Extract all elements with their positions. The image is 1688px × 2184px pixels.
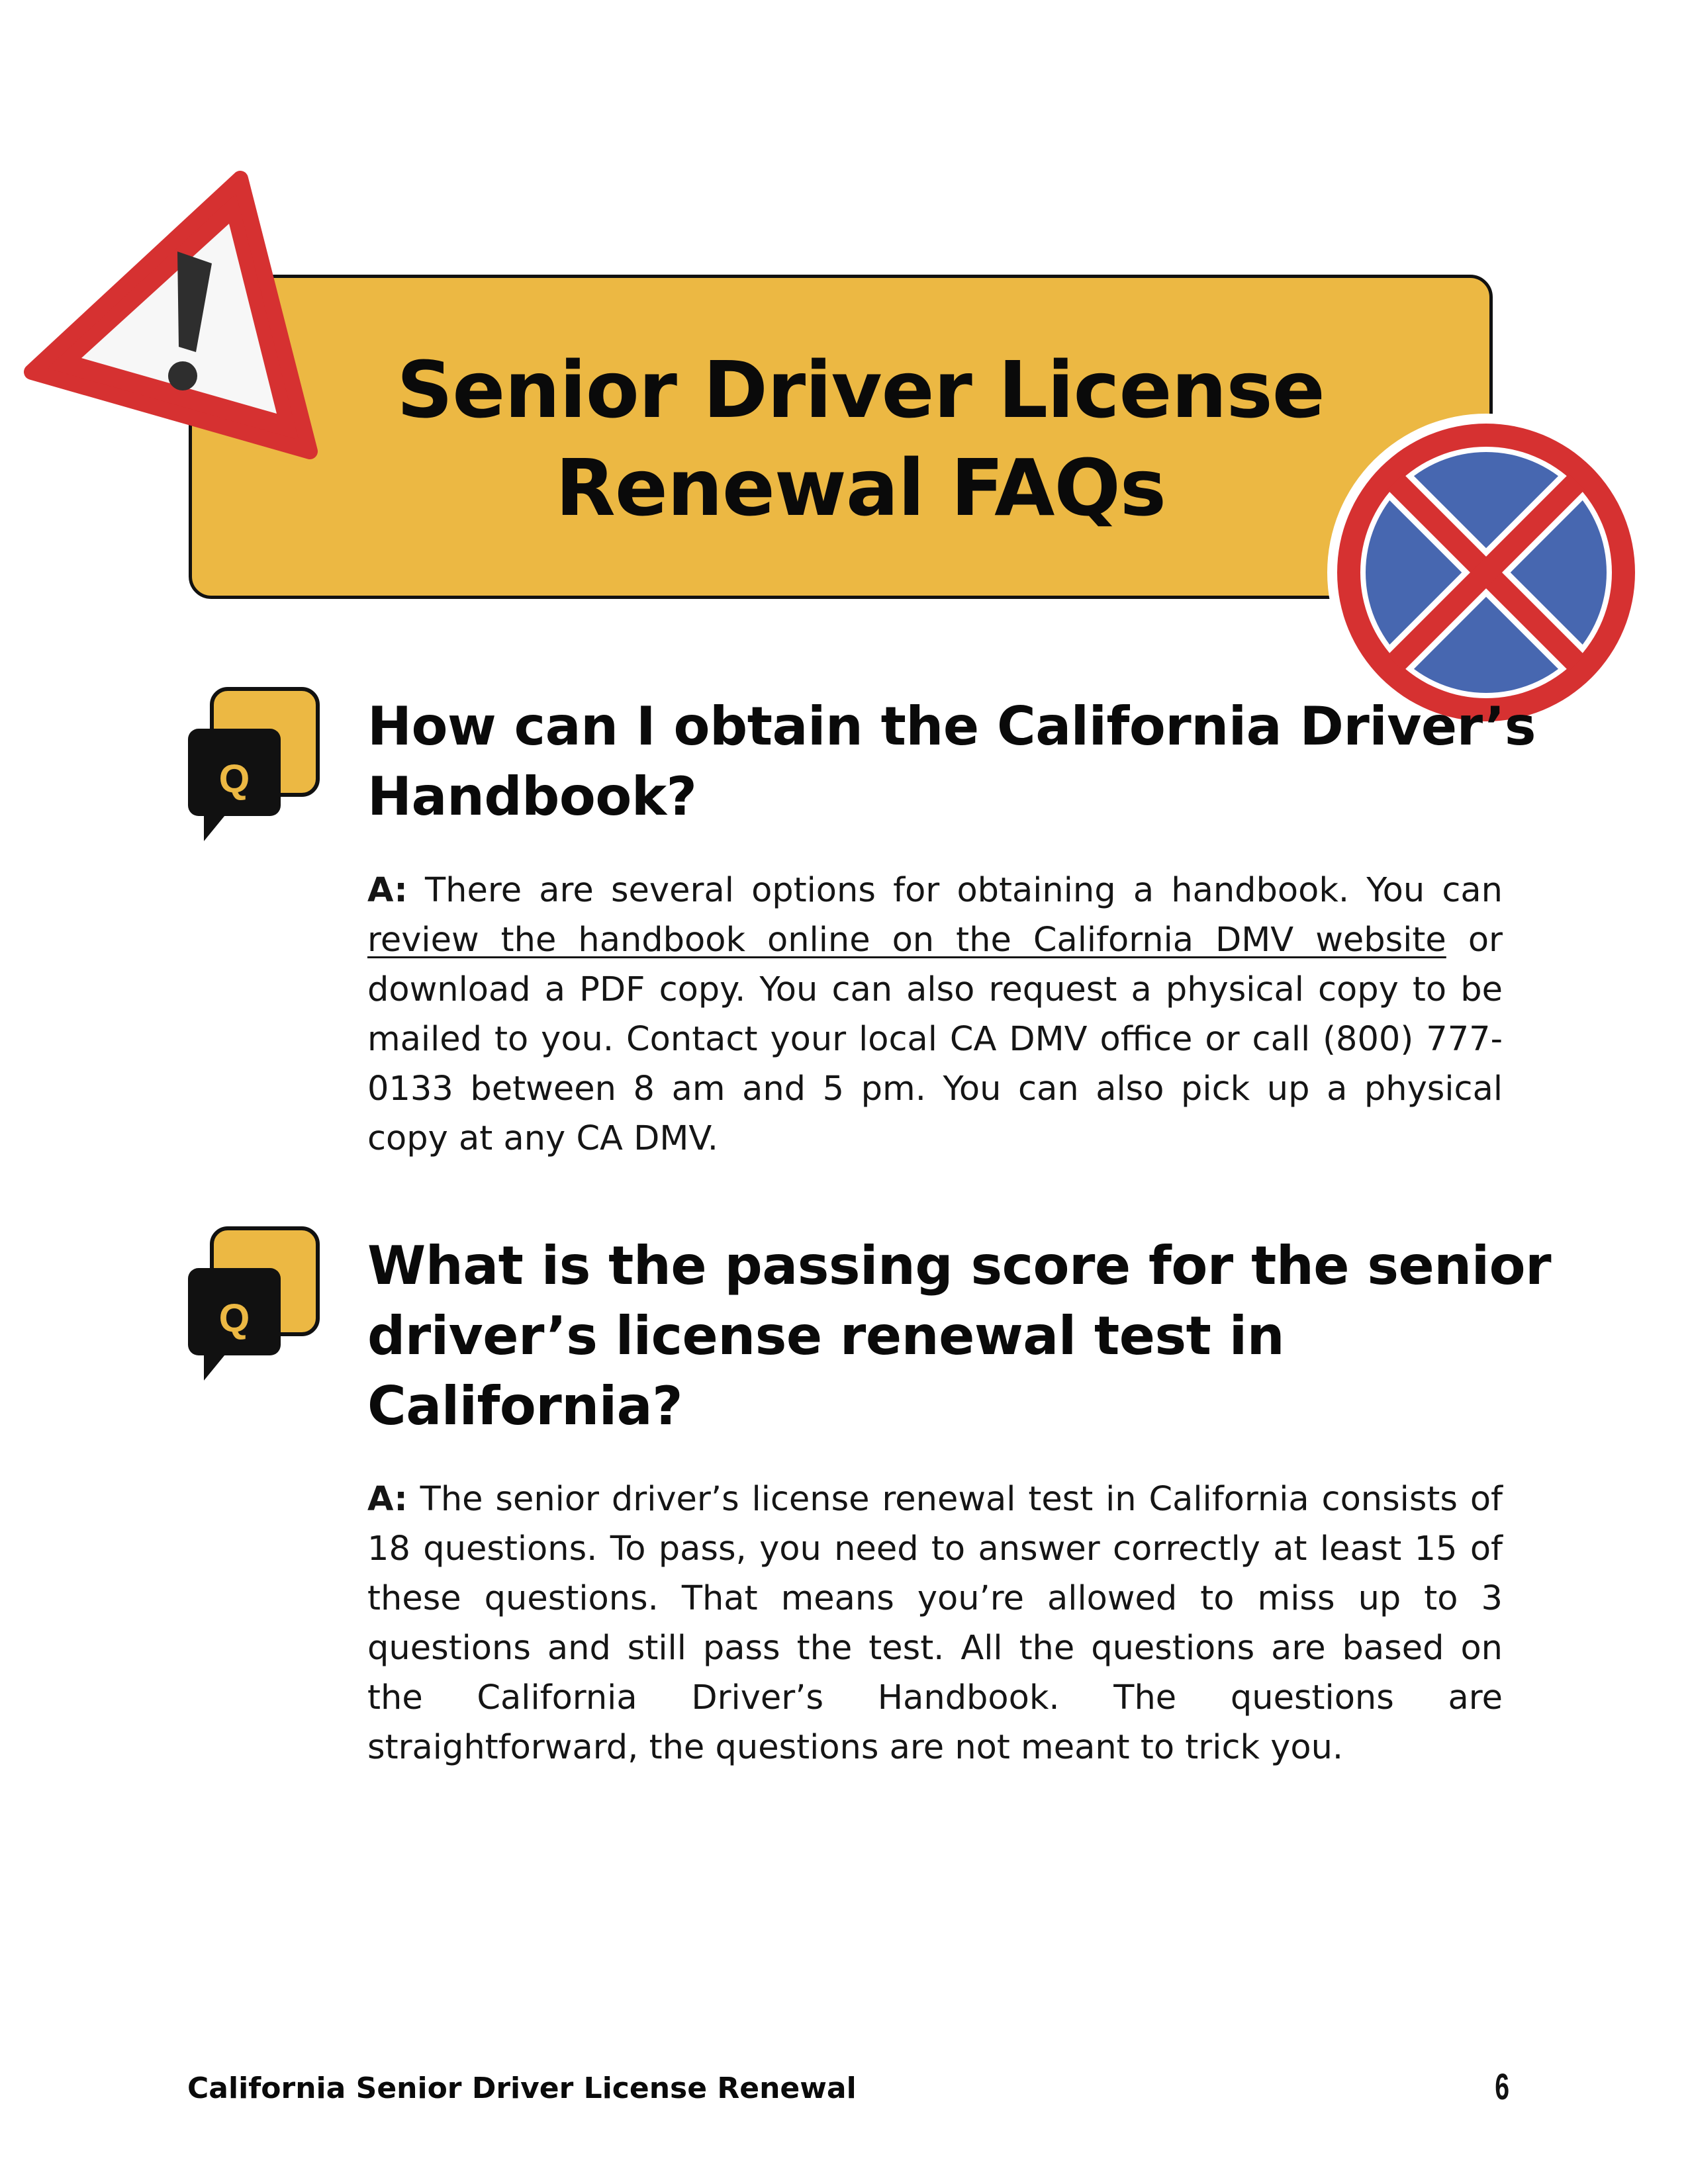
page-number: 6 bbox=[1495, 2066, 1509, 2107]
answer-text: The senior driver’s license renewal test in California consists of 18 questions. To pass, you need to answer correctly at least 15 of these questions. That means you’re allowed to miss up to 3 questions and still pass the test. All the questions are based on the California Driver’s Handbook. The questions are straightforward, the questions are not meant to trick you. bbox=[367, 1480, 1503, 1767]
question-bubble-icon bbox=[185, 1224, 324, 1383]
footer-title: California Senior Driver License Renewal bbox=[187, 2071, 857, 2105]
page-title-line-1: Senior Driver License bbox=[397, 344, 1325, 435]
warning-triangle-icon bbox=[19, 165, 330, 470]
answer-text: or download a PDF copy. You can also request a physical copy to be mailed to you. Contact your local CA DMV office or call (800) 777-0133 between 8 am and 5 pm. You can also pick up a physical copy at any CA DMV. bbox=[367, 921, 1503, 1158]
answer-prefix: A: bbox=[367, 871, 408, 910]
faq-answer-1 bbox=[367, 866, 1503, 1163]
page-title-line-2: Renewal FAQs bbox=[555, 442, 1166, 533]
faq-question-2: What is the passing score for the senior driver’s license renewal test in California? bbox=[367, 1235, 1552, 1437]
question-bubble-letter: Q bbox=[218, 1296, 250, 1340]
faq-answer-2 bbox=[367, 1475, 1503, 1772]
answer-text: There are several options for obtaining a handbook. You can bbox=[407, 871, 1503, 910]
question-bubble-letter: Q bbox=[218, 756, 250, 801]
question-bubble-icon bbox=[185, 685, 324, 844]
page-title bbox=[344, 341, 1377, 537]
dmv-handbook-link[interactable]: review the handbook online on the California DMV website bbox=[367, 921, 1446, 960]
no-stopping-sign-icon bbox=[1324, 410, 1648, 735]
answer-prefix: A: bbox=[367, 1480, 408, 1519]
faq-question-1: How can I obtain the California Driver’s Handbook? bbox=[367, 696, 1536, 827]
